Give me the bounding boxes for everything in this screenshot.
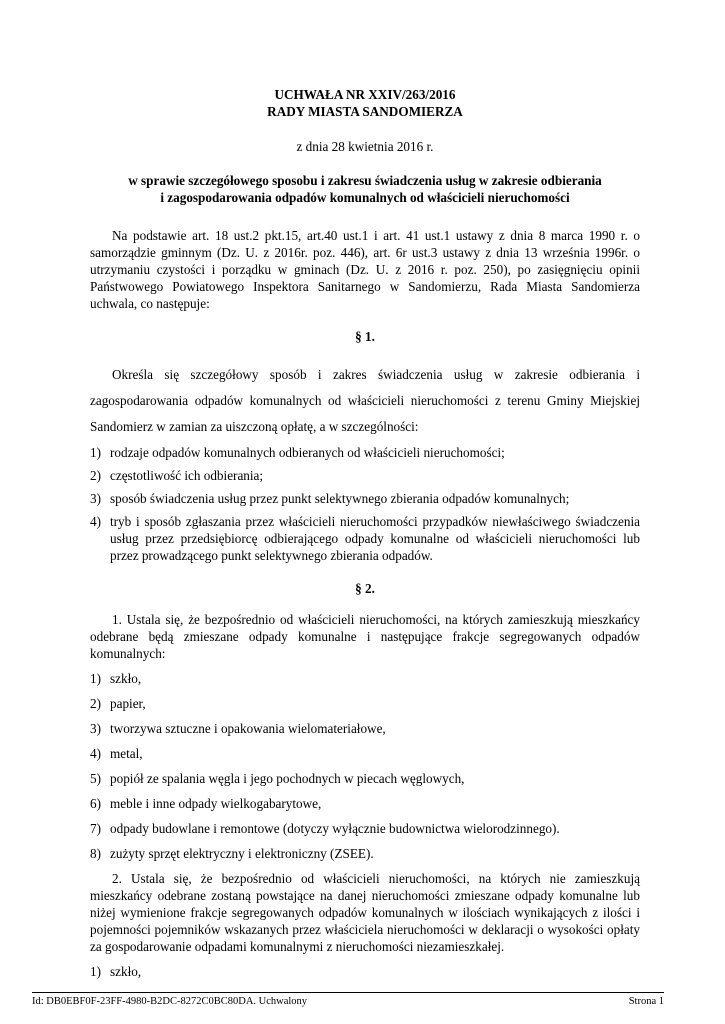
title-line-1: UCHWAŁA NR XXIV/263/2016 [274, 87, 456, 102]
section-2-mark: § 2. [355, 581, 375, 596]
section-2-paragraph-1: 1. Ustala się, że bezpośrednio od właścicieli nieruchomości, na których zamieszkują mieszkańcy odebrane będą zmieszane odpady komunalne i następujące frakcje segregowanych odpadów komunalnych: [90, 612, 640, 661]
list-item: 8) zużyty sprzęt elektryczny i elektroniczny (ZSEE). [90, 846, 374, 861]
list-item: 1) szkło, [90, 671, 142, 686]
list-item: 2) częstotliwość ich odbierania; [90, 468, 264, 483]
resolution-date: z dnia 28 kwietnia 2016 r. [296, 139, 434, 154]
list-item: 3) sposób świadczenia usług przez punkt selektywnego zbierania odpadów komunalnych; [90, 491, 570, 506]
subject-line-2: i zagospodarowania odpadów komunalnych od właścicieli nieruchomości [160, 190, 570, 205]
list-item: 1) rodzaje odpadów komunalnych odbieranych od właścicieli nieruchomości; [90, 445, 505, 460]
list-item: 4) tryb i sposób zgłaszania przez właścicieli nieruchomości przypadków niewłaściwego świadczenia usług przez przedsiębiorcę odbierającego odpady komunalne od właścicieli nieruchomości lub przez prowadzącego punkt selektywnego zbierania odpadów. [90, 514, 640, 563]
page-number: Strona 1 [628, 996, 664, 1007]
list-item: 5) popiół ze spalania węgla i jego pochodnych w piecach węglowych, [90, 771, 465, 786]
section-2-list [90, 670, 640, 862]
section-1-mark: § 1. [355, 329, 375, 344]
list-item: 7) odpady budowlane i remontowe (dotyczy wyłącznie budownictwa wielorodzinnego). [90, 821, 560, 836]
list-item: 3) tworzywa sztuczne i opakowania wielomateriałowe, [90, 721, 386, 736]
title-line-2: RADY MIASTA SANDOMIERZA [267, 104, 463, 119]
intro-paragraph: Na podstawie art. 18 ust.2 pkt.15, art.40 ust.1 i art. 41 ust.1 ustawy z dnia 8 marca 1990 r. o samorządzie gminnym (Dz. U. z 2016r. poz. 446), art. 6r ust.3 ustawy z dnia 13 września 1996r. o utrzymaniu czystości i porządku w gminach (Dz. U. z 2016 r. poz. 250), po zasięgnięciu opinii Państwowego Powiatowego Inspektora Sanitarnego w Sandomierzu, Rada Miasta Sandomierza uchwala, co następuje: [90, 228, 640, 311]
document-id: Id: DB0EBF0F-23FF-4980-B2DC-8272C0BC80DA. Uchwalony [32, 996, 308, 1007]
list-item: 6) meble i inne odpady wielkogabarytowe, [90, 796, 322, 811]
subject-line-1: w sprawie szczegółowego sposobu i zakresu świadczenia usług w zakresie odbierania [128, 173, 602, 188]
document-page [90, 86, 640, 980]
list-item: 2) papier, [90, 696, 146, 711]
section-2-paragraph-2: 2. Ustala się, że bezpośrednio od właścicieli nieruchomości, na których nie zamieszkują mieszkańcy odebrane zostaną powstające na danej nieruchomości zmieszane odpady komunalne lub niżej wymienione frakcje segregowanych odpadów komunalnych w ilościach wynikających z ilości i pojemności pojemników wskazanych przez właściciela nieruchomości w deklaracji o wysokości opłaty za gospodarowanie odpadami komunalnymi z nieruchomości niezamieszkałej. [90, 871, 640, 954]
list-item: 1) szkło, [90, 964, 142, 979]
resolution-subject [90, 172, 640, 206]
page-footer [32, 992, 664, 1008]
list-item: 4) metal, [90, 746, 143, 761]
section-1-list [90, 444, 640, 564]
resolution-title [90, 86, 640, 120]
section-2-list-2 [90, 963, 640, 980]
section-1-text: Określa się szczegółowy sposób i zakres świadczenia usług w zakresie odbierania i zagospodarowania odpadów komunalnych od właścicieli nieruchomości z terenu Gminy Miejskiej Sandomierz w zamian za uiszczoną opłatę, a w szczególności: [90, 367, 640, 434]
